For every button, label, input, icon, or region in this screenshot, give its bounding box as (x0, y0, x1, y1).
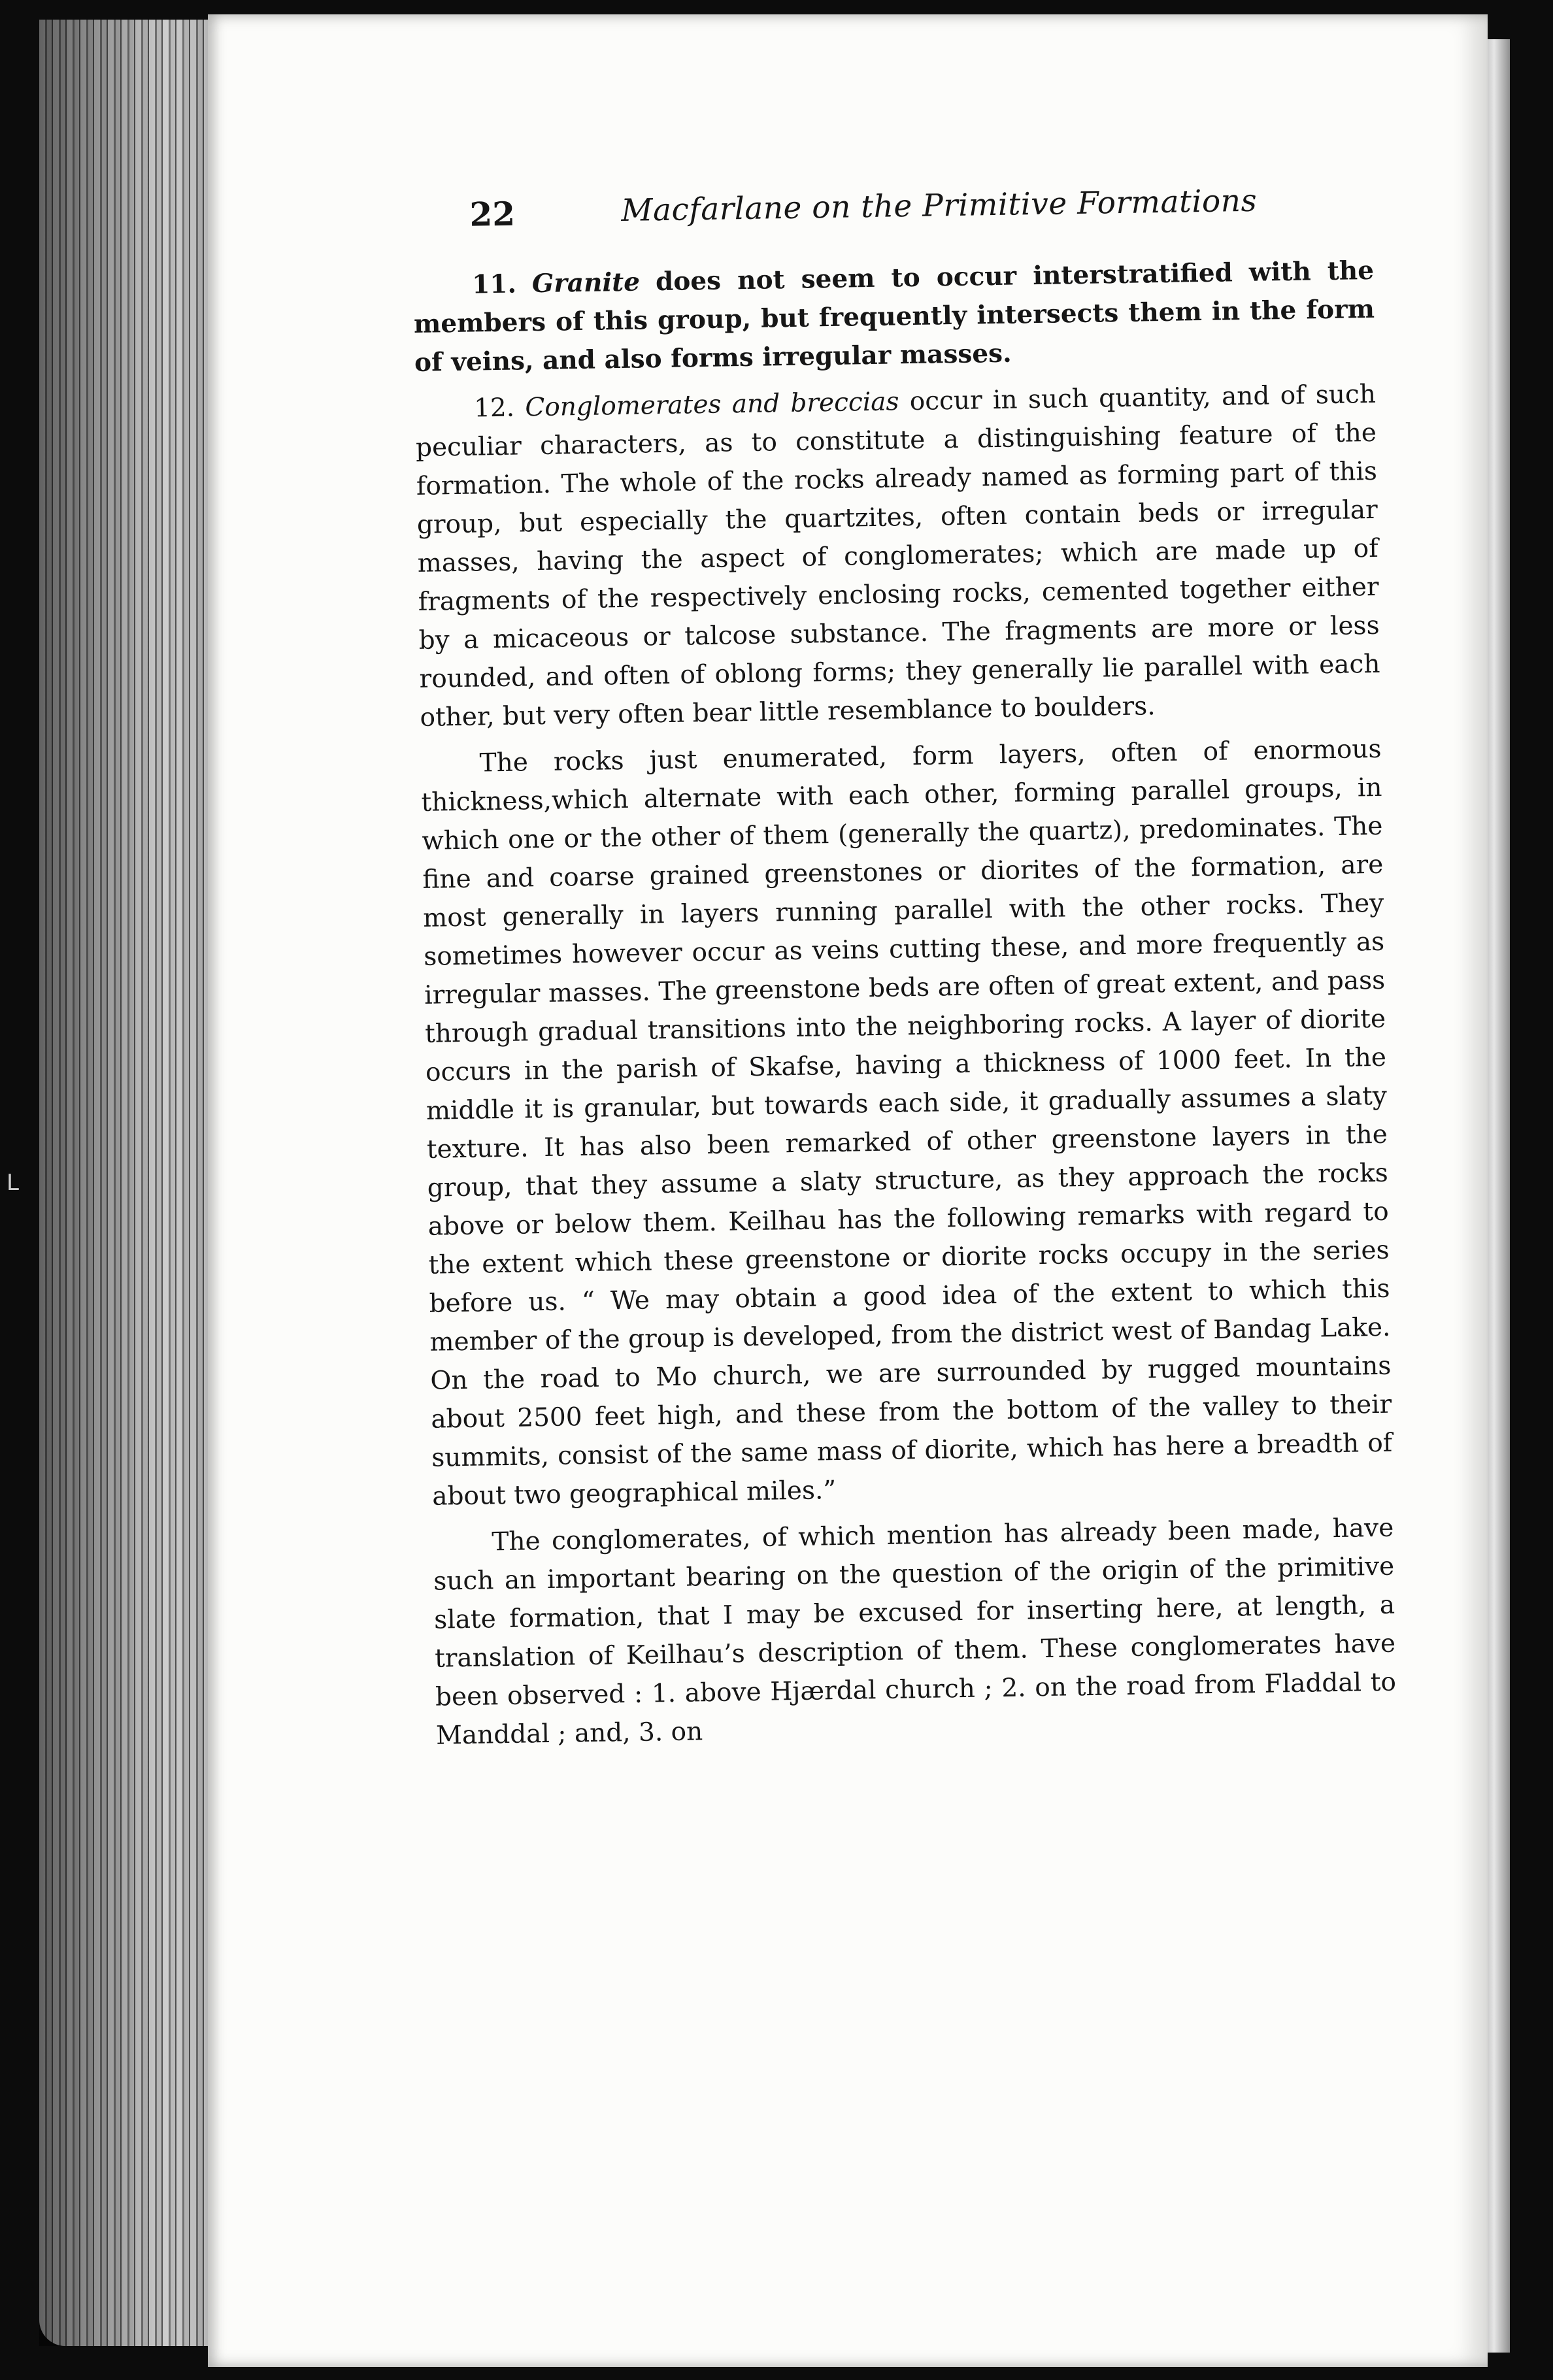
paragraph-text: The conglomerates, of which mention has already been made, have such an important bearing on the question of the origin of the primitive slate formation, that I may be excused for inserting here, at length, a translation of Keilhau’s description of them. These conglomerates have been observed : 1. above Hjærdal church ; 2. on the road from Fladdal to Manddal ; and, 3. on (433, 1513, 1397, 1751)
paragraph-text: The rocks just enumerated, form layers, often of enormous thickness,which alternate with each other, forming parallel groups, in which one or the other of them (generally the quartz), predominates. The fine and coarse grained greenstones or diorites of the formation, are most generally in layers running parallel with the other rocks. They sometimes however occur as veins cutting these, and more frequently as irregular masses. The greenstone beds are often of great extent, and pass through gradual transitions into the neighboring rocks. A layer of diorite occurs in the parish of Skafse, having a thickness of 1000 feet. In the middle it is granular, but towards each side, it gradually assumes a slaty texture. It has also been remarked of other greenstone layers in the group, that they assume a slaty structure, as they approach the rocks above or below them. Keilhau has the following remarks with regard to the extent which these greenstone or diorite rocks occupy in the series before us. “ We may obtain a good idea of the extent to which this member of the group is developed, from the district west of Bandag Lake. On the road to Mo church, we are surrounded by rugged mountains about 2500 feet high, and these from the bottom of the valley to their summits, consist of the same mass of diorite, which has here a breadth of about two geographical miles.” (421, 734, 1393, 1512)
right-page-edge (1484, 39, 1510, 2353)
paragraph-rocks-enumerated (420, 730, 1393, 1516)
section-number: 11. (471, 269, 517, 300)
page-number: 22 (469, 194, 516, 234)
paragraph-conglomerates (415, 375, 1381, 737)
paragraph-granite (413, 252, 1376, 382)
running-title: Macfarlane on the Primitive Formations (620, 182, 1258, 229)
paragraph-text: occur in such quantity, and of such peculiar characters, as to constitute a distinguishing feature of the formation. The whole of the rocks already named as forming part of this group, but especially the quartzites, often contain beds or irregular masses, having the aspect of conglomerates; which are made up of fragments of the respectively enclosing rocks, cemented together either by a micaceous or talcose substance. The fragments are more or less rounded, and often of oblong forms; they generally lie parallel with each other, but very often bear little resemblance to boulders. (415, 379, 1380, 733)
margin-mark: L (7, 1170, 19, 1196)
page-text-block (412, 181, 1397, 1755)
section-heading: Conglomerates and breccias (525, 387, 899, 423)
paragraph-conglomerates-observed (433, 1509, 1397, 1755)
gutter-shadow (39, 20, 222, 2346)
paragraph-text: does not seem to occur interstratified with the members of this group, but frequently intersects them in the form of veins, and also forms irregular masses. (413, 255, 1375, 378)
section-heading: Granite (531, 267, 641, 299)
section-number: 12. (473, 393, 515, 423)
